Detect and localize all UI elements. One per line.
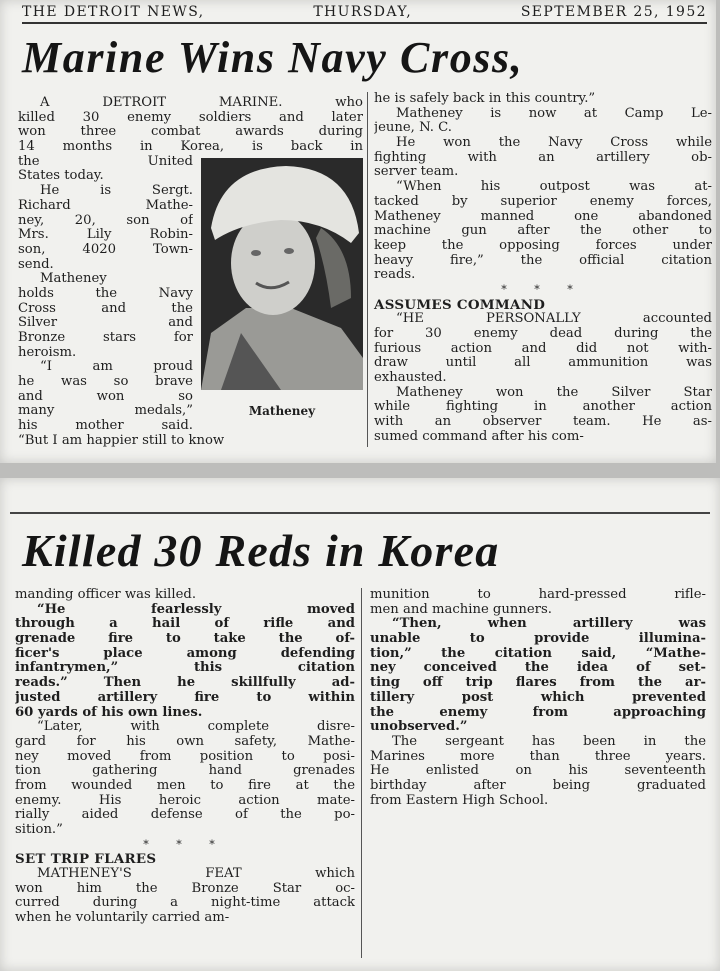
paragraph (374, 92, 712, 107)
text-line: holds the Navy (18, 286, 193, 301)
text-line: son, 4020 Town- (18, 242, 193, 257)
text-line: killed 30 enemy soldiers and later (18, 110, 363, 125)
text-line: tion,” the citation said, “Mathe- (370, 646, 706, 661)
text-line: tacked by superior enemy forces, (374, 194, 712, 209)
text-line: with an observer team. He as- (374, 415, 712, 430)
text-line: sition.” (15, 823, 63, 837)
column-divider (361, 588, 362, 958)
top-clipping (0, 0, 716, 463)
paragraph (374, 312, 712, 385)
headline-bottom: Killed 30 Reds in Korea (22, 525, 500, 576)
masthead-day: THURSDAY, (313, 4, 413, 20)
text-line: Bronze stars for (18, 331, 193, 345)
text-line: ney, 20, son of (18, 213, 193, 228)
photo-caption: Matheney (248, 403, 316, 418)
text-line: send. (18, 257, 54, 272)
text-line: munition to hard-pressed rifle- (370, 588, 706, 602)
text-line: exhausted. (374, 371, 447, 386)
text-line: ney moved from position to posi- (15, 749, 355, 764)
text-line: Cross and the (18, 301, 193, 316)
subheading: ASSUMES COMMAND (374, 296, 546, 313)
paragraph (15, 603, 355, 721)
text-line: keep the opposing forces under (374, 238, 712, 253)
text-line: the United (18, 154, 193, 169)
text-line: manding officer was killed. (15, 588, 197, 602)
text-line: unable to provide illumina- (370, 632, 706, 647)
text-line: Matheney won the Silver Star (396, 385, 712, 400)
text-line: “I am proud (40, 360, 193, 375)
section-stars: * * * (501, 282, 585, 296)
text-line: grenade fire to take the of- (15, 632, 355, 647)
paragraph (374, 136, 712, 180)
paragraph (15, 588, 355, 603)
article-column-left (15, 588, 355, 926)
text-line: sumed command after his com- (374, 429, 584, 444)
text-line: ting off trip flares from the ar- (370, 676, 706, 691)
text-line: jeune, N. C. (374, 121, 452, 136)
text-line: “HE PERSONALLY accounted (396, 312, 712, 327)
text-line: “Later, with complete disre- (37, 720, 355, 735)
text-line: rially aided defense of the po- (15, 808, 355, 823)
text-line: “He fearlessly moved (37, 602, 355, 617)
text-line: “When his outpost was at- (396, 180, 712, 195)
text-line: He is Sergt. (40, 184, 193, 199)
text-line: “But I am happier still to know (18, 433, 225, 448)
paragraph (15, 720, 355, 838)
text-line: “Then, when artillery was (392, 617, 706, 632)
section-stars: * * * (143, 837, 227, 851)
photo-matheney (201, 158, 363, 434)
headline-top: Marine Wins Navy Cross, (22, 33, 524, 82)
paragraph (374, 386, 712, 445)
text-line: MATHENEY'S FEAT which (37, 867, 355, 882)
text-line: many medals,” (18, 404, 193, 419)
text-line: men and machine gunners. (370, 602, 552, 617)
text-line: He enlisted on his seventeenth (370, 764, 706, 779)
text-line: reads.” Then he skillfully ad- (15, 676, 355, 691)
paragraph (374, 107, 712, 136)
text-line: reads. (374, 268, 416, 283)
top-rule (10, 512, 710, 514)
bottom-clipping (0, 478, 720, 971)
masthead-paper: THE DETROIT NEWS, (22, 4, 205, 20)
text-line: A DETROIT MARINE. who (40, 96, 363, 110)
text-line: he was so brave (18, 375, 193, 390)
text-line: curred during a night-time attack (15, 896, 355, 911)
text-line: machine gun after the other to (374, 224, 712, 239)
text-line: birthday after being graduated (370, 778, 706, 793)
text-line: Matheney (40, 272, 107, 287)
text-line: 14 months in Korea, is back in (18, 140, 363, 155)
text-line: ney conceived the idea of set- (370, 661, 706, 676)
subheading: SET TRIP FLARES (15, 851, 157, 868)
text-line: for 30 enemy dead during the (374, 327, 712, 342)
masthead-date: SEPTEMBER 25, 1952 (520, 4, 707, 20)
text-line: won him the Bronze Star oc- (15, 881, 355, 896)
text-line: won three combat awards during (18, 125, 363, 140)
paragraph (370, 735, 706, 808)
paragraph (370, 588, 706, 617)
text-line: tillery post which prevented (370, 690, 706, 705)
text-line: furious action and did not with- (374, 341, 712, 356)
masthead (22, 4, 707, 24)
text-line: Silver and (18, 316, 193, 331)
text-line: from Eastern High School. (370, 793, 549, 808)
text-line: and won so (18, 389, 193, 404)
text-line: Richard Mathe- (18, 198, 193, 213)
text-line: infantrymen,” this citation (15, 661, 355, 676)
article-column-right (370, 588, 706, 808)
text-line: Marines more than three years. (370, 749, 706, 764)
text-line: heroism. (18, 345, 77, 360)
text-line: justed artillery fire to within (15, 690, 355, 705)
text-line: from wounded men to fire at the (15, 778, 355, 793)
text-line: States today. (18, 169, 104, 184)
text-line: 60 yards of his own lines. (15, 705, 203, 720)
paragraph (374, 180, 712, 283)
text-line: through a hail of rifle and (15, 617, 355, 632)
text-line: Matheney is now at Camp Le- (396, 106, 712, 121)
text-line: while fighting in another action (374, 400, 712, 415)
text-line: his mother said. (18, 419, 193, 434)
text-line: enemy. His heroic action mate- (15, 793, 355, 808)
text-line: Matheney manned one abandoned (374, 209, 712, 224)
text-line: Mrs. Lily Robin- (18, 228, 193, 243)
portrait-image (201, 158, 363, 390)
text-line: The sergeant has been in the (392, 734, 706, 749)
text-line: tion gathering hand grenades (15, 764, 355, 779)
paragraph (15, 867, 355, 926)
article-column-left (18, 96, 363, 449)
text-line: unobserved.” (370, 720, 468, 735)
text-line: gard for his own safety, Mathe- (15, 734, 355, 749)
text-line: ficer's place among defending (15, 646, 355, 661)
text-line: He won the Navy Cross while (396, 136, 712, 151)
column-divider (367, 92, 368, 447)
text-line: heavy fire,” the official citation (374, 253, 712, 268)
text-line: he is safely back in this country.” (374, 92, 596, 106)
article-column-right (374, 92, 712, 445)
text-line: draw until all ammunition was (374, 356, 712, 371)
text-line: the enemy from approaching (370, 705, 706, 720)
text-line: when he voluntarily carried am- (15, 911, 230, 926)
text-line: fighting with an artillery ob- (374, 150, 712, 165)
paragraph (370, 617, 706, 735)
text-line: server team. (374, 165, 459, 180)
